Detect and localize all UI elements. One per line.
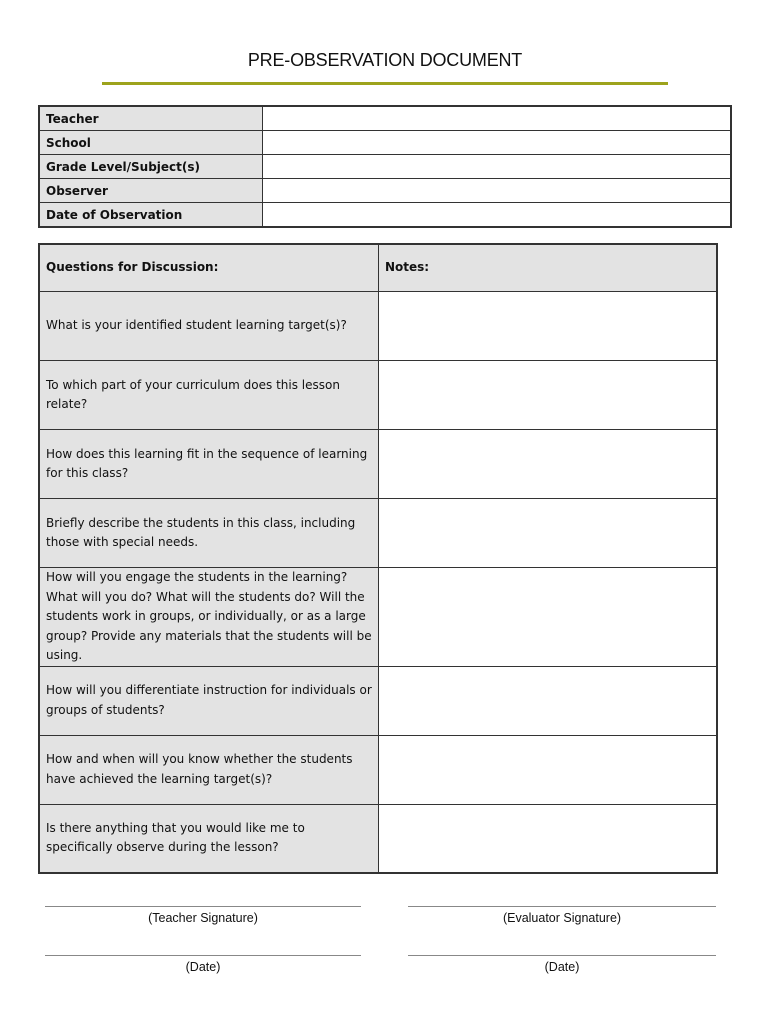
question-text: How does this learning fit in the sequence of learning for this class? xyxy=(39,430,379,499)
questions-header: Questions for Discussion: xyxy=(39,244,379,292)
notes-field[interactable] xyxy=(379,735,718,804)
notes-field[interactable] xyxy=(379,568,718,667)
teacher-signature-label: (Teacher Signature) xyxy=(148,911,258,925)
info-row-school xyxy=(39,131,731,155)
title-underline xyxy=(102,82,668,85)
notes-field[interactable] xyxy=(379,361,718,430)
question-row xyxy=(39,499,717,568)
notes-field[interactable] xyxy=(379,430,718,499)
question-text: Is there anything that you would like me to specifically observe during the lesson? xyxy=(39,804,379,873)
teacher-date-block xyxy=(45,955,361,974)
info-field-school[interactable] xyxy=(263,131,732,155)
info-row-observer xyxy=(39,179,731,203)
question-text: How and when will you know whether the students have achieved the learning target(s)? xyxy=(39,735,379,804)
question-text: To which part of your curriculum does this lesson relate? xyxy=(39,361,379,430)
info-field-date[interactable] xyxy=(263,203,732,228)
evaluator-signature-label: (Evaluator Signature) xyxy=(502,911,622,925)
teacher-signature-line[interactable] xyxy=(45,906,361,907)
teacher-signature-block xyxy=(45,906,361,925)
info-label-grade: Grade Level/Subject(s) xyxy=(39,155,263,179)
teacher-date-line[interactable] xyxy=(45,955,361,956)
question-row xyxy=(39,735,717,804)
questions-header-row xyxy=(39,244,717,292)
info-table xyxy=(38,105,732,228)
info-label-school: School xyxy=(39,131,263,155)
evaluator-date-label: (Date) xyxy=(544,960,580,974)
question-row xyxy=(39,430,717,499)
question-text: Briefly describe the students in this class, including those with special needs. xyxy=(39,499,379,568)
question-text: What is your identified student learning target(s)? xyxy=(39,292,379,361)
info-field-grade[interactable] xyxy=(263,155,732,179)
notes-field[interactable] xyxy=(379,804,718,873)
info-label-date: Date of Observation xyxy=(39,203,263,228)
info-field-teacher[interactable] xyxy=(263,106,732,131)
info-row-grade xyxy=(39,155,731,179)
info-row-date xyxy=(39,203,731,228)
question-row xyxy=(39,568,717,667)
notes-field[interactable] xyxy=(379,499,718,568)
notes-field[interactable] xyxy=(379,292,718,361)
notes-header: Notes: xyxy=(379,244,718,292)
info-label-observer: Observer xyxy=(39,179,263,203)
question-row xyxy=(39,666,717,735)
info-label-teacher: Teacher xyxy=(39,106,263,131)
questions-table xyxy=(38,243,718,874)
document-title: PRE-OBSERVATION DOCUMENT xyxy=(247,50,523,70)
notes-field[interactable] xyxy=(379,666,718,735)
question-text: How will you differentiate instruction for individuals or groups of students? xyxy=(39,666,379,735)
question-row xyxy=(39,804,717,873)
evaluator-signature-block xyxy=(408,906,716,925)
evaluator-signature-line[interactable] xyxy=(408,906,716,907)
teacher-date-label: (Date) xyxy=(185,960,221,974)
evaluator-date-line[interactable] xyxy=(408,955,716,956)
evaluator-date-block xyxy=(408,955,716,974)
info-row-teacher xyxy=(39,106,731,131)
question-text: How will you engage the students in the learning? What will you do? What will the students do? Will the students work in groups, or individually, or as a large group? Provide any materials that the students will be using. xyxy=(39,568,379,667)
info-field-observer[interactable] xyxy=(263,179,732,203)
question-row xyxy=(39,361,717,430)
question-row xyxy=(39,292,717,361)
